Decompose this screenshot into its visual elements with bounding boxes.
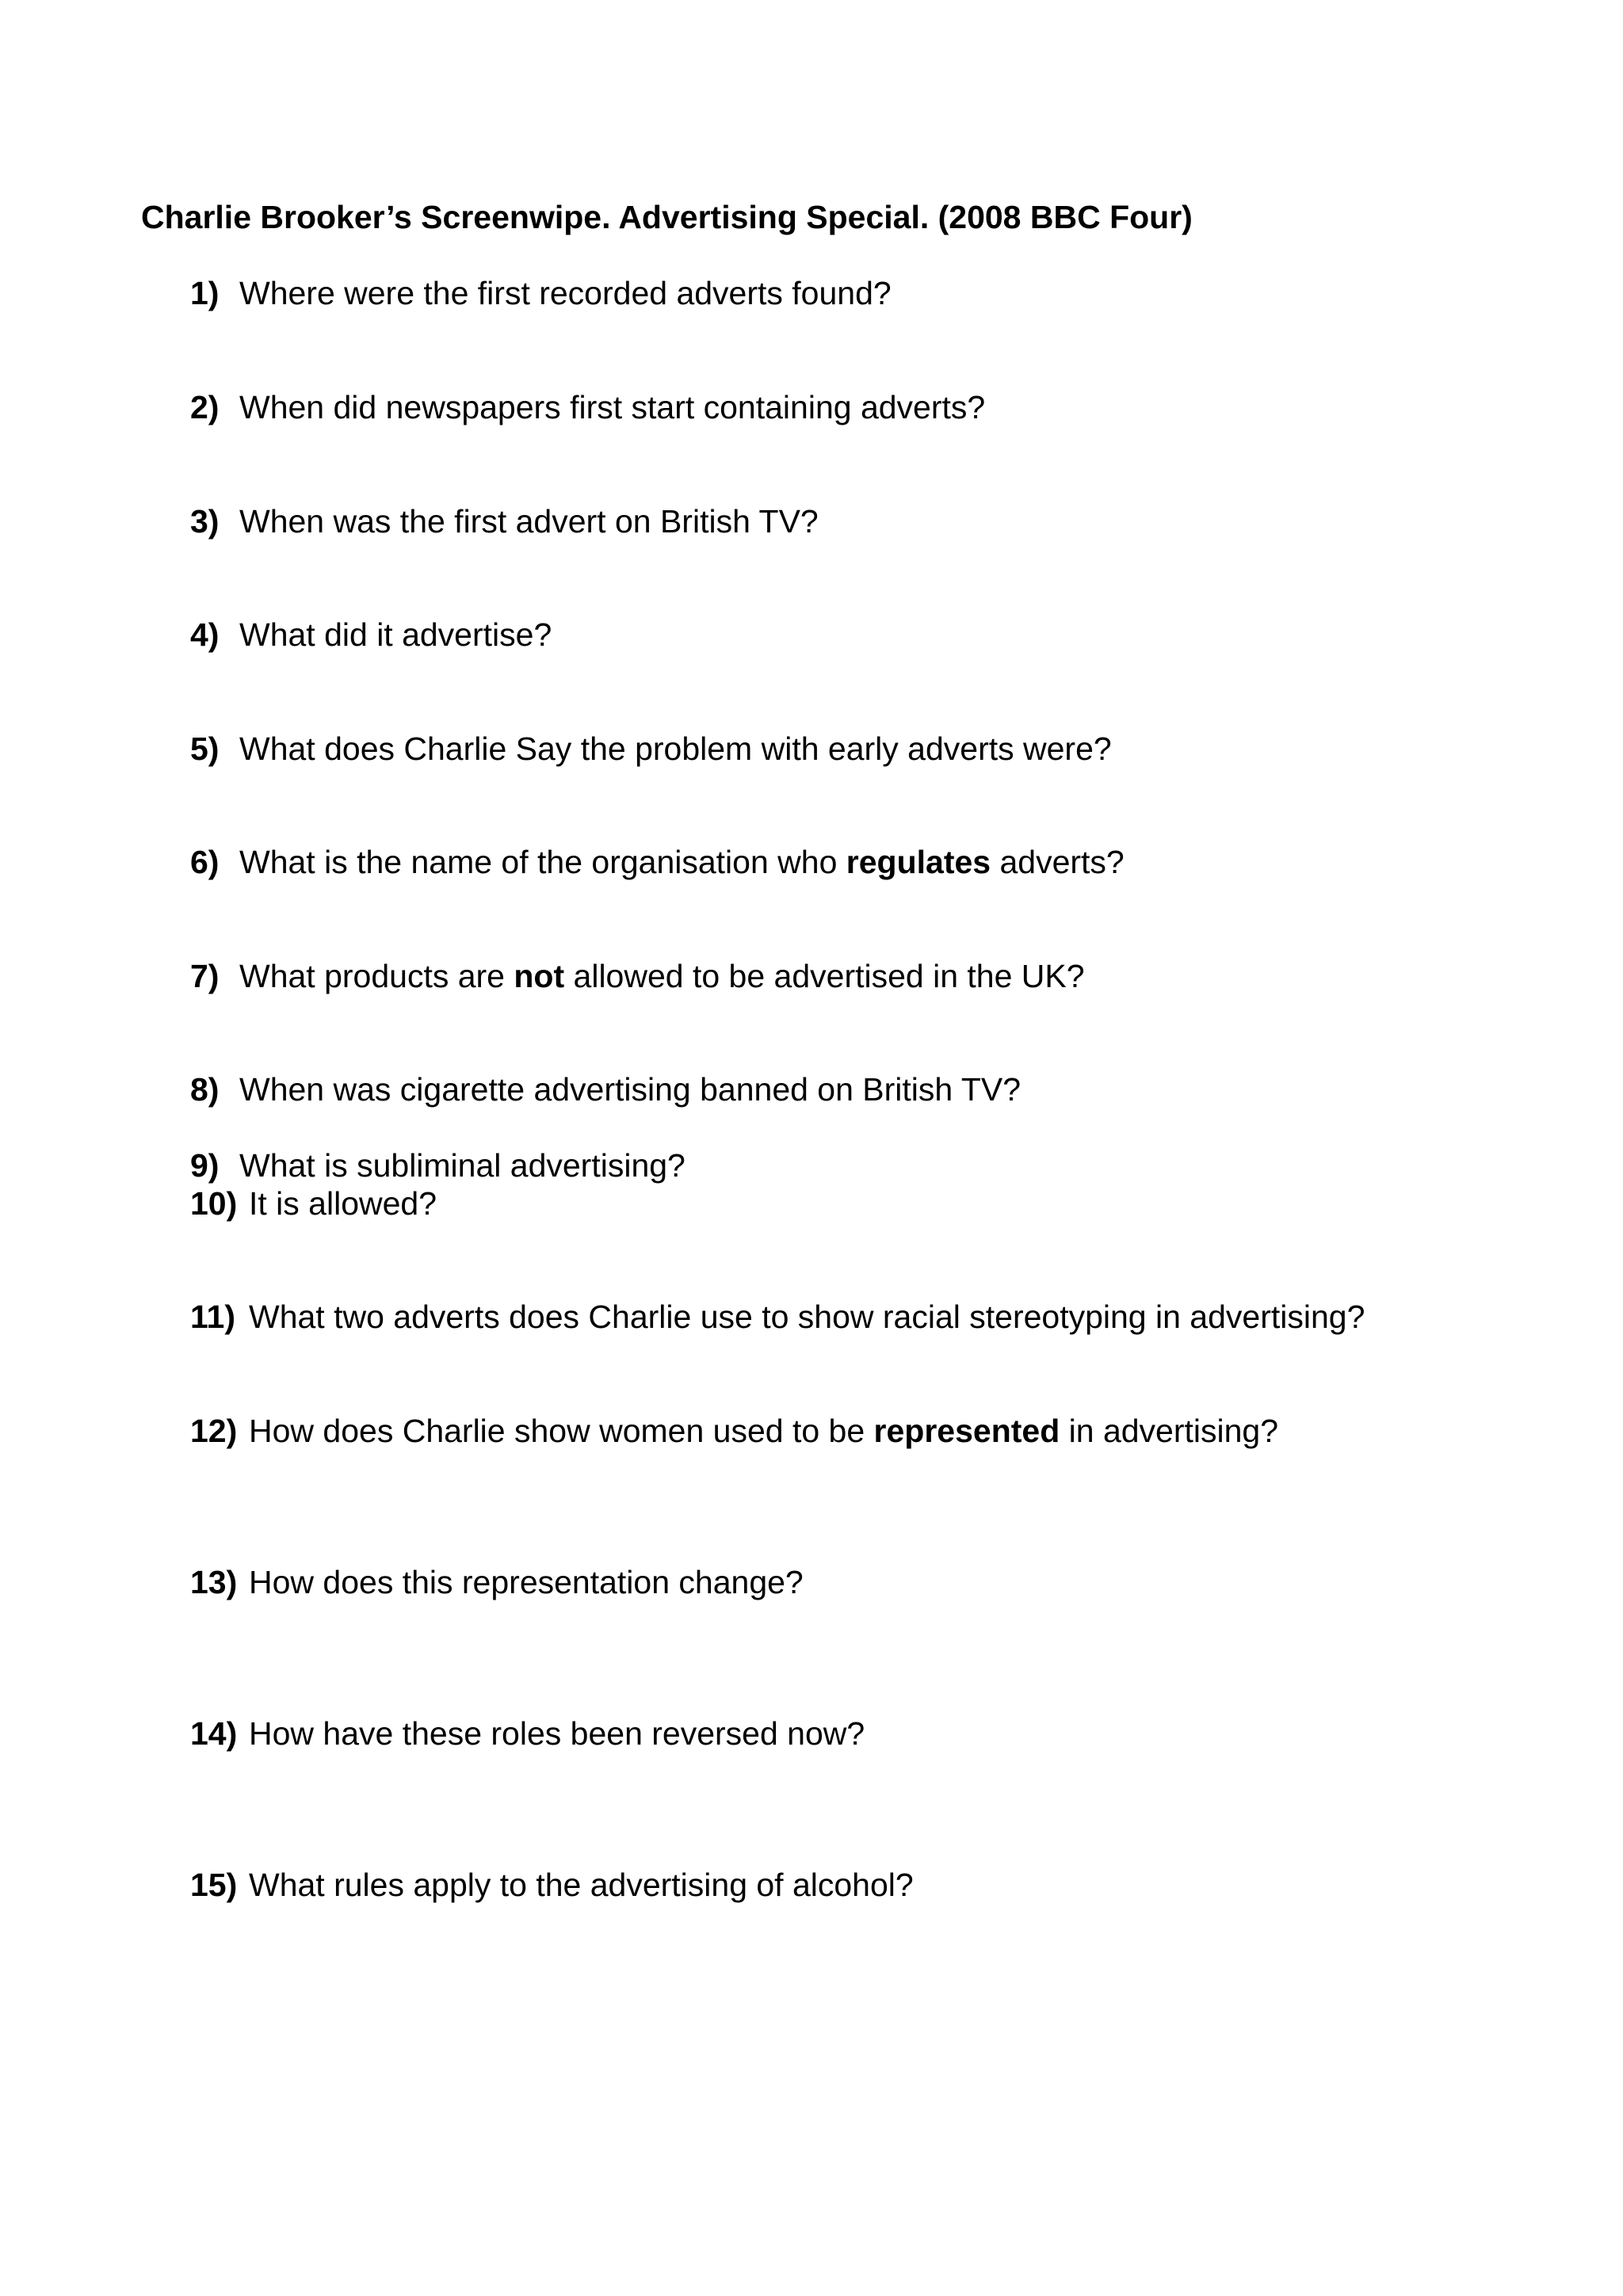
question-text-start: How does Charlie show women used to be	[249, 1413, 874, 1449]
question-text: How does this representation change?	[249, 1564, 804, 1600]
question-text: What is subliminal advertising?	[239, 1147, 685, 1184]
question-text: It is allowed?	[249, 1185, 437, 1222]
question-14	[190, 1711, 865, 1756]
question-7	[190, 954, 1085, 998]
question-text: What two adverts does Charlie use to show racial stereotyping in advertising?	[249, 1299, 1365, 1335]
question-text-start: What is the name of the organisation who	[239, 844, 846, 880]
question-emphasis: represented	[873, 1413, 1060, 1449]
question-13	[190, 1560, 804, 1604]
question-number: 8)	[190, 1071, 220, 1108]
question-number: 10)	[190, 1185, 238, 1222]
question-text: Where were the first recorded adverts found?	[239, 275, 892, 311]
question-2	[190, 385, 985, 429]
question-10	[190, 1181, 437, 1226]
question-number: 1)	[190, 275, 220, 311]
question-6	[190, 840, 1125, 884]
question-number: 12)	[190, 1413, 238, 1449]
question-number: 6)	[190, 844, 220, 880]
question-number: 4)	[190, 616, 220, 653]
question-text: What did it advertise?	[239, 616, 552, 653]
question-number: 5)	[190, 730, 220, 767]
question-12	[190, 1409, 1278, 1453]
question-text-start: What products are	[239, 958, 514, 994]
question-4	[190, 612, 552, 657]
question-text: What does Charlie Say the problem with early adverts were?	[239, 730, 1112, 767]
question-number: 2)	[190, 389, 220, 425]
question-number: 14)	[190, 1715, 238, 1752]
question-5	[190, 727, 1112, 771]
question-8	[190, 1067, 1021, 1112]
question-text: When did newspapers first start containing adverts?	[239, 389, 986, 425]
question-number: 7)	[190, 958, 220, 994]
question-number: 13)	[190, 1564, 238, 1600]
question-text: What rules apply to the advertising of alcohol?	[249, 1867, 914, 1903]
question-number: 9)	[190, 1147, 220, 1184]
question-number: 15)	[190, 1867, 238, 1903]
question-number: 3)	[190, 503, 220, 540]
question-text: How have these roles been reversed now?	[249, 1715, 865, 1752]
question-text-end: adverts?	[991, 844, 1125, 880]
question-text: When was the first advert on British TV?	[239, 503, 819, 540]
question-emphasis: regulates	[846, 844, 991, 880]
question-15	[190, 1863, 914, 1907]
question-number: 11)	[190, 1299, 235, 1335]
worksheet-title: Charlie Brooker’s Screenwipe. Advertising Special. (2008 BBC Four)	[141, 199, 1193, 235]
question-3	[190, 499, 819, 543]
question-text-end: in advertising?	[1060, 1413, 1279, 1449]
question-1	[190, 271, 892, 315]
question-emphasis: not	[514, 958, 565, 994]
question-11	[190, 1295, 1365, 1339]
question-text: When was cigarette advertising banned on British TV?	[239, 1071, 1022, 1108]
question-text-end: allowed to be advertised in the UK?	[564, 958, 1085, 994]
